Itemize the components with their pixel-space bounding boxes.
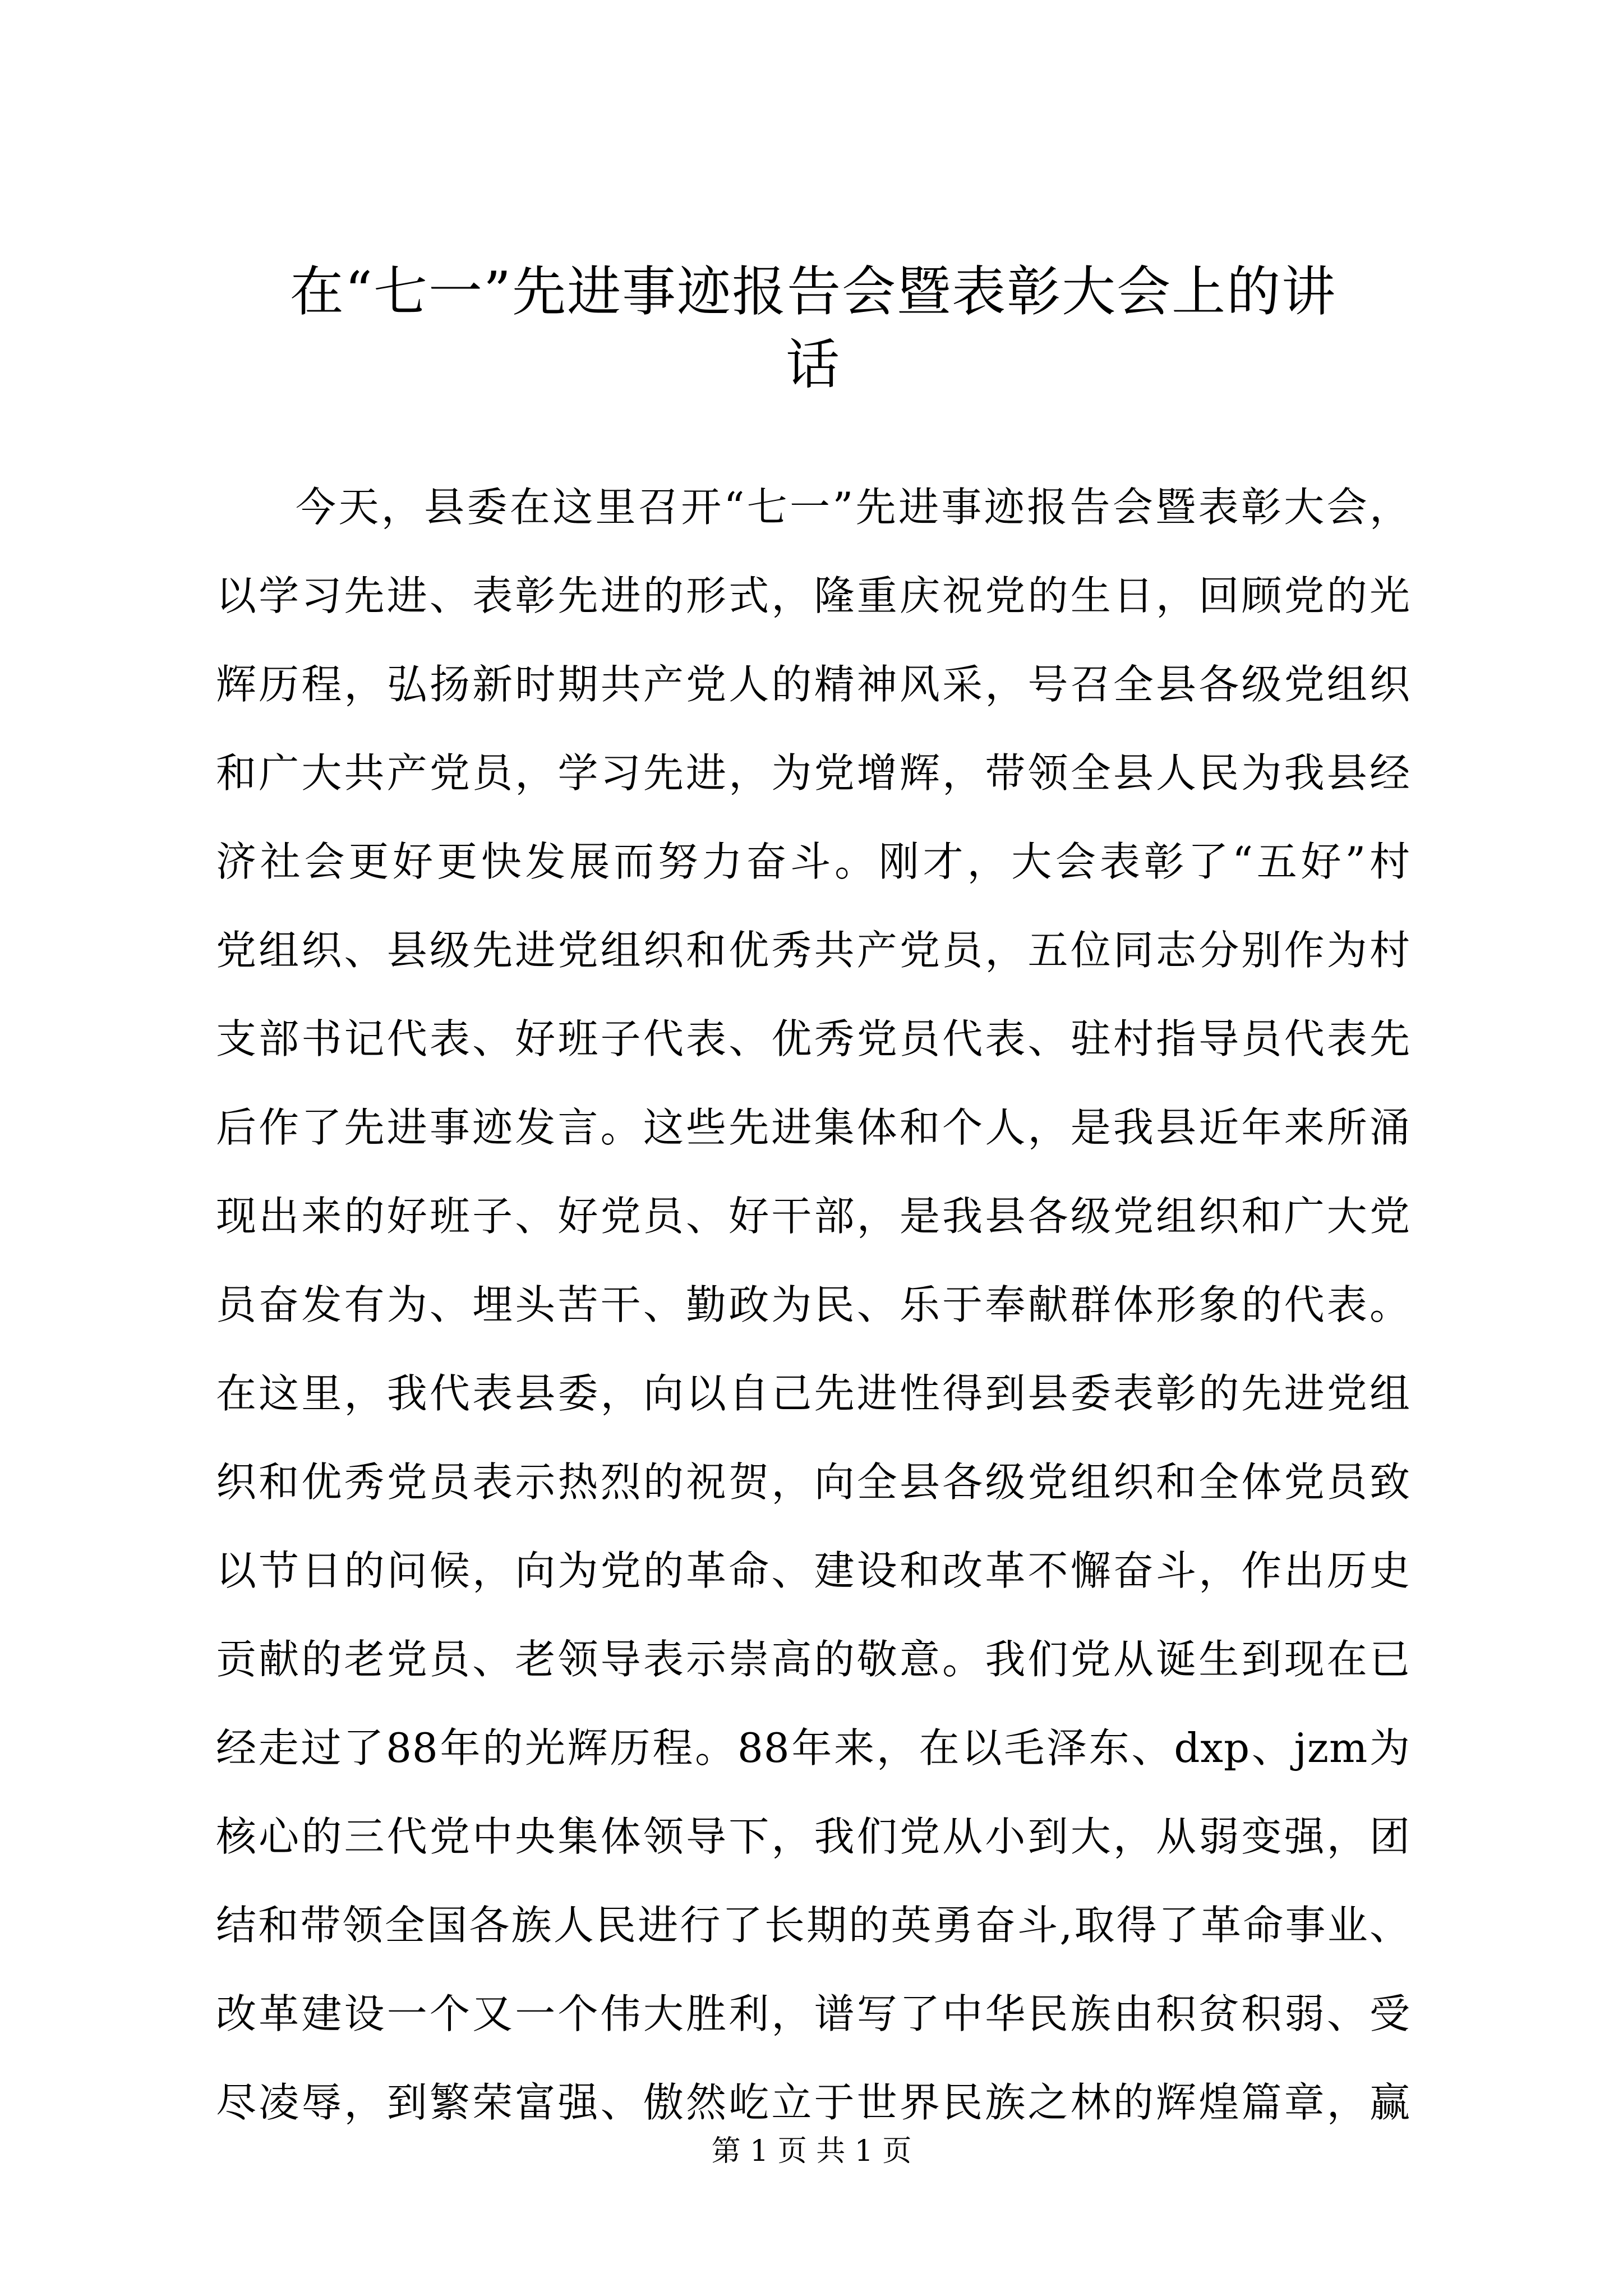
- body-line: 经走过了88年的光辉历程。88年来，在以毛泽东、dxp、jzm为: [216, 1724, 1410, 1772]
- page-footer: [0, 2132, 1623, 2171]
- body-line: 员奋发有为、埋头苦干、勤政为民、乐于奉献群体形象的代表。: [216, 1281, 1410, 1328]
- body-line: 贡献的老党员、老领导表示崇高的敬意。我们党从诞生到现在已: [216, 1636, 1410, 1683]
- body-line: 以节日的问候，向为党的革命、建设和改革不懈奋斗，作出历史: [216, 1547, 1410, 1594]
- page-number: 第 1 页 共 1 页: [711, 2134, 912, 2168]
- body-line: 支部书记代表、好班子代表、优秀党员代表、驻村指导员代表先: [216, 1015, 1410, 1062]
- body-line: 核心的三代党中央集体领导下，我们党从小到大，从弱变强，团: [216, 1813, 1410, 1860]
- body-line: 党组织、县级先进党组织和优秀共产党员，五位同志分别作为村: [216, 927, 1410, 974]
- body-line: 尽凌辱，到繁荣富强、傲然屹立于世界民族之林的辉煌篇章，赢: [216, 2079, 1410, 2126]
- body-line: 以学习先进、表彰先进的形式，隆重庆祝党的生日，回顾党的光: [216, 572, 1410, 619]
- body-line: 织和优秀党员表示热烈的祝贺，向全县各级党组织和全体党员致: [216, 1458, 1410, 1506]
- body-line: 在这里，我代表县委，向以自己先进性得到县委表彰的先进党组: [216, 1370, 1410, 1417]
- body-line: 济社会更好更快发展而努力奋斗。刚才，大会表彰了“五好”村: [216, 838, 1410, 885]
- body-line: 辉历程，弘扬新时期共产党人的精神风采，号召全县各级党组织: [216, 661, 1410, 708]
- body-line: 结和带领全国各族人民进行了长期的英勇奋斗,取得了革命事业、: [216, 1902, 1410, 1949]
- title-line-2: 话: [786, 333, 841, 396]
- document-title: [213, 255, 1413, 401]
- body-line: 后作了先进事迹发言。这些先进集体和个人，是我县近年来所涌: [216, 1104, 1410, 1151]
- body-line: 改革建设一个又一个伟大胜利，谱写了中华民族由积贫积弱、受: [216, 1990, 1410, 2037]
- body-line: 今天，县委在这里召开“七一”先进事迹报告会暨表彰大会，: [296, 484, 1410, 531]
- title-line-1: 在“七一”先进事迹报告会暨表彰大会上的讲: [289, 260, 1337, 323]
- body-paragraph: [216, 463, 1410, 2147]
- body-line: 现出来的好班子、好党员、好干部，是我县各级党组织和广大党: [216, 1193, 1410, 1240]
- body-line: 和广大共产党员，学习先进，为党增辉，带领全县人民为我县经: [216, 749, 1410, 797]
